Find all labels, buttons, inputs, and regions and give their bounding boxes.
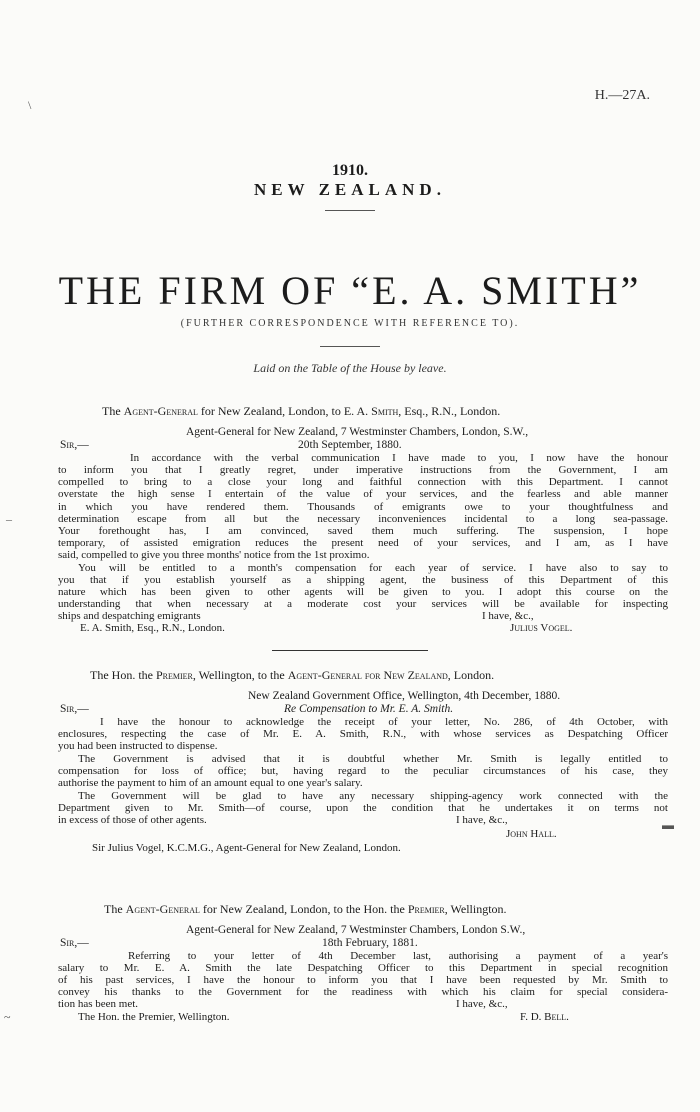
letter-heading: The Agent-General for New Zealand, London, to E. A. Smith, Esq., R.N., London. [102,404,501,418]
body-line: Department given to Mr. Smith—of course, upon the condition that he undertakes it on terms not [58,802,668,814]
letter-address: Agent-General for New Zealand, 7 Westminster Chambers, London S.W., [186,924,526,936]
letter-addressee: Sir Julius Vogel, K.C.M.G., Agent-General for New Zealand, London. [92,842,401,854]
laid-notice: Laid on the Table of the House by leave. [253,361,447,375]
body-line: understanding that when necessary at a moderate cost your services will be available for inspecting [58,598,668,610]
margin-mark: ~ [4,1010,11,1024]
letter-heading: The Agent-General for New Zealand, London, to the Hon. the Premier, Wellington. [104,902,507,916]
year: 1910. [332,162,368,179]
divider [325,210,375,211]
letter-salutation: Sir,— [60,439,89,451]
letter-signature: John Hall. [506,828,557,840]
body-line: authorise the payment to him of an amount equal to one year's salary. [58,777,363,789]
body-line: In accordance with the verbal communication I have made to you, I now have the honour [130,452,668,464]
body-line: You will be entitled to a month's compensation for each year of service. I have also to say to [78,562,668,574]
letter-closing: I have, &c., [456,998,508,1010]
body-line: salary to Mr. E. A. Smith the late Despatching Officer to this Department in special recognition [58,962,668,974]
body-line: in which you have rendered them. Thousands of emigrants owe to your thoughtfulness and [58,501,668,513]
letter-addressee: The Hon. the Premier, Wellington. [78,1011,230,1023]
letter-address: New Zealand Government Office, Wellington, 4th December, 1880. [248,690,561,702]
body-line: enclosures, respecting the case of Mr. E. A. Smith, R.N., with whose services as Despatching Officer [58,728,668,740]
country: NEW ZEALAND. [254,180,446,199]
body-line: The Government is advised that it is doubtful whether Mr. Smith is legally entitled to [78,753,668,765]
divider [272,650,428,651]
body-line: tion has been met. [58,998,139,1010]
margin-mark: – [6,512,12,526]
letter-closing: I have, &c., [482,610,534,622]
body-line: to inform you that I greatly regret, under imperative instructions from the Government, I am [58,464,668,476]
letter-address: Agent-General for New Zealand, 7 Westminster Chambers, London, S.W., [186,426,529,438]
letter-signature: F. D. Bell. [520,1011,569,1023]
margin-mark: ▬ [662,818,674,832]
body-line: The Government will be glad to have any necessary shipping-agency work connected with the [78,790,668,802]
letter-date: 20th September, 1880. [298,439,402,451]
body-line: Your forethought has, I am convinced, saved them much suffering. The suspension, I hope [58,525,668,537]
body-line: compelled to bring to a close your long and faithful connection with this Department. I cannot [58,476,668,488]
body-line: I have the honour to acknowledge the receipt of your letter, No. 286, of 4th October, with [100,716,668,728]
margin-mark: \ [28,98,32,112]
letter-salutation: Sir,— [60,937,89,949]
body-line: said, compelled to give you three months' notice from the 1st proximo. [58,549,370,561]
letter-date: 18th February, 1881. [322,937,418,949]
body-line: determination escape from all but the necessary inconveniences incidental to a long sea-passage. [58,513,668,525]
body-line: overstate the high sense I entertain of the value of your services, and the fearless and able manner [58,488,668,500]
divider [320,346,380,347]
paper-reference: H.—27A. [594,88,650,103]
letter-addressee: E. A. Smith, Esq., R.N., London. [80,622,225,634]
body-line: of his past services, I have the honour to inform you that I have been requested by Mr. Smith to [58,974,668,986]
body-line: you had been instructed to dispense. [58,740,218,752]
letter-signature: Julius Vogel. [510,622,573,634]
letter-salutation: Sir,— [60,703,89,715]
letter-heading: The Hon. the Premier, Wellington, to the Agent-General for New Zealand, London. [90,668,495,682]
body-line: you that if you establish yourself as a shipping agent, the business of this Department of this [58,574,668,586]
body-line: in excess of those of other agents. [58,814,207,826]
letter-reference: Re Compensation to Mr. E. A. Smith. [284,703,454,715]
body-line: temporary, of assisted emigration reduces the present need of your services, and I am, as I have [58,537,668,549]
page-title: THE FIRM OF “E. A. SMITH” [58,268,642,313]
body-line: ships and despatching emigrants [58,610,201,622]
body-line: Referring to your letter of 4th December last, authorising a payment of a year's [128,950,668,962]
letter-closing: I have, &c., [456,814,508,826]
body-line: compensation for loss of office; but, having regard to the peculiar circumstances of his case, they [58,765,668,777]
page-subtitle: (FURTHER CORRESPONDENCE WITH REFERENCE TO). [180,318,520,329]
body-line: nature which has been given to other agents will be given to you. I adopt this course on the [58,586,668,598]
body-line: convey his thanks to the Government for the readiness with which his claim for special considera- [58,986,668,998]
